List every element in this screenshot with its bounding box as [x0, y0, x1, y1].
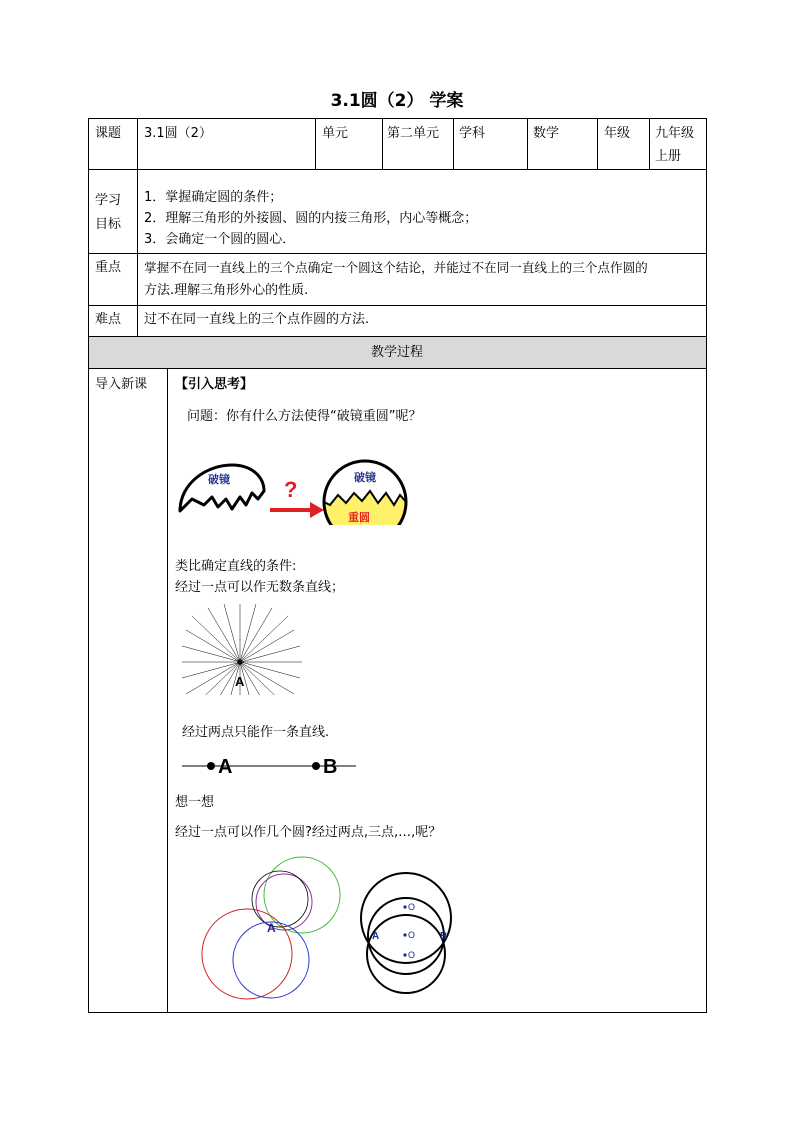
table-rule	[88, 169, 707, 170]
point-a-label: A	[372, 931, 380, 942]
table-rule	[88, 368, 707, 369]
line-through-two-points	[178, 750, 360, 780]
restored-mirror-bottom-label: 重圆	[348, 512, 370, 524]
circles-through-one-point	[196, 852, 346, 1004]
point-a-dot	[207, 762, 215, 770]
center-label: O	[408, 950, 416, 960]
table-col-rule	[597, 118, 598, 169]
grade-value-line1: 九年级	[655, 126, 695, 141]
table-col-rule	[315, 118, 316, 169]
center-dot	[403, 933, 406, 936]
difficulty-label: 难点	[95, 312, 122, 327]
analogy-line1: 类比确定直线的条件:	[175, 559, 297, 574]
key-point-line2: 方法.理解三角形外心的性质.	[144, 283, 309, 298]
subject-value: 数学	[533, 126, 560, 141]
broken-mirror-shape	[180, 465, 264, 511]
objective-item: 1．掌握确定圆的条件；	[144, 190, 283, 205]
table-border-bottom	[88, 1012, 707, 1013]
point-a-label: A	[235, 674, 245, 689]
unit-label: 单元	[322, 126, 349, 141]
arrow-head	[310, 502, 324, 518]
black-circle	[252, 871, 308, 927]
intro-label: 导入新课	[95, 377, 148, 392]
grade-value-line2: 上册	[655, 149, 682, 164]
point-a-label: A	[267, 921, 276, 935]
large-circle	[361, 873, 451, 963]
table-border-left	[88, 118, 89, 1013]
table-col-rule	[382, 118, 383, 169]
page-title: 3.1圆（2） 学案	[330, 91, 464, 111]
grade-label: 年级	[604, 126, 631, 141]
key-point-line1: 掌握不在同一直线上的三个点确定一个圆这个结论，并能过不在同一直线上的三个点作圆的	[144, 260, 648, 275]
objective-item: 2．理解三角形的外接圆、圆的内接三角形，内心等概念；	[144, 211, 478, 226]
objectives-label-line2: 目标	[95, 217, 122, 232]
table-rule	[88, 253, 707, 254]
broken-mirror-illustration	[172, 455, 412, 525]
lines-through-point-diagram	[180, 600, 306, 695]
broken-mirror-label: 破镜	[208, 474, 230, 486]
analogy-line2: 经过一点可以作无数条直线；	[175, 580, 345, 595]
restored-mirror-top-label: 破镜	[354, 472, 376, 484]
difficulty-text: 过不在同一直线上的三个点作圆的方法.	[144, 312, 370, 327]
table-border-top	[88, 118, 707, 119]
table-col-rule	[527, 118, 528, 169]
subject-label: 学科	[459, 126, 486, 141]
think-question: 经过一点可以作几个圆?经过两点,三点,…,呢？	[175, 825, 442, 840]
intro-question: 问题：你有什么方法使得“破镜重圆”呢？	[187, 409, 422, 424]
point-a-label: A	[218, 756, 233, 778]
think-title: 想一想	[175, 795, 215, 810]
course-value: 3.1圆（2）	[144, 126, 212, 141]
objective-item: 3．会确定一个圆的圆心．	[144, 232, 296, 247]
point-a-dot	[238, 660, 243, 665]
table-col-rule	[137, 118, 138, 336]
circles-through-two-points	[358, 862, 458, 998]
point-b-dot	[312, 762, 320, 770]
point-b-label: B	[440, 931, 448, 942]
key-point-label: 重点	[95, 260, 122, 275]
two-points-text: 经过两点只能作一条直线.	[182, 725, 330, 740]
table-rule	[88, 336, 707, 337]
course-label: 课题	[95, 126, 122, 141]
process-header: 教学过程	[370, 345, 423, 360]
center-dot	[403, 905, 406, 908]
question-mark: ?	[284, 477, 298, 502]
table-col-rule	[453, 118, 454, 169]
point-b-label: B	[323, 756, 338, 778]
table-border-right	[706, 118, 707, 1013]
center-label: O	[408, 930, 416, 940]
table-col-rule	[167, 368, 168, 1013]
table-rule	[88, 305, 707, 306]
section-title: 【引入思考】	[175, 377, 254, 392]
center-dot	[403, 953, 406, 956]
objectives-label-line1: 学习	[95, 193, 122, 208]
center-label: O	[408, 902, 416, 912]
table-col-rule	[649, 118, 650, 169]
unit-value: 第二单元	[387, 126, 440, 141]
